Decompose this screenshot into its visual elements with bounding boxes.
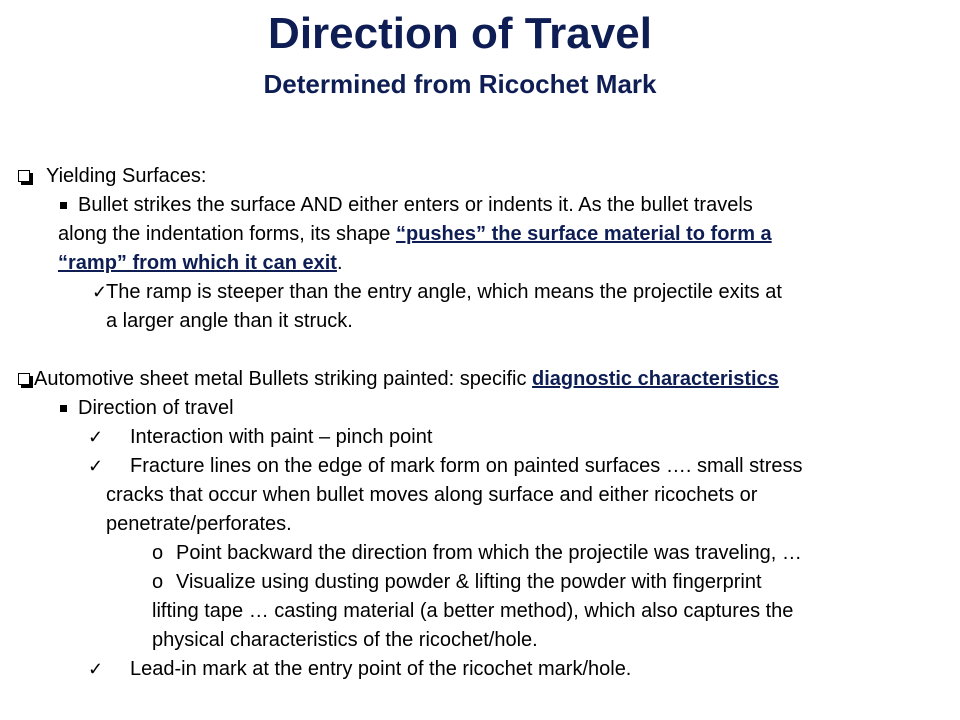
section2-sub2-line1: Visualize using dusting powder & lifting the powder with fingerprint: [176, 571, 762, 593]
circle-bullet-icon: o: [152, 571, 164, 593]
section1-heading-text: Yielding Surfaces:: [46, 165, 207, 187]
section2-check2-line1: Fracture lines on the edge of mark form on painted surfaces …. small stress: [130, 455, 803, 477]
section2-check2-cont: [14, 481, 944, 510]
circle-bullet-icon: o: [152, 542, 164, 564]
square-bullet-icon: [60, 405, 67, 412]
section2-check2-line3: penetrate/perforates.: [106, 513, 292, 535]
section2-check2-cont2: [14, 510, 944, 539]
checkbox-bullet-icon: [18, 373, 30, 385]
checkbox-bullet-icon: [18, 170, 30, 182]
section1-check-cont: [14, 307, 944, 336]
section2-sub2-cont: [14, 597, 944, 626]
slide-subtitle: Determined from Ricochet Mark: [263, 69, 657, 99]
section1-bullet-emphasis2: “ramp” from which it can exit: [58, 252, 337, 274]
section1-heading: [14, 162, 944, 191]
section2-heading-text: Automotive sheet metal Bullets striking painted: specific: [34, 368, 533, 390]
section2-check2-line2: cracks that occur when bullet moves along surface and either ricochets or: [106, 484, 758, 506]
section2-check1: [14, 423, 944, 452]
check-icon: ✓: [88, 659, 104, 679]
section1-bullet: [14, 191, 944, 220]
section2-sub2: [14, 568, 944, 597]
section2-bullet: [14, 394, 944, 423]
section1-bullet-line2: along the indentation forms, its shape: [58, 223, 396, 245]
check-icon: ✓: [88, 427, 104, 447]
section2-heading-emphasis: diagnostic characteristics: [532, 368, 779, 390]
section1-bullet-emphasis1: “pushes” the surface material to form a: [396, 223, 772, 245]
slide-title: Direction of Travel: [268, 9, 652, 58]
section2-sub2-cont2: [14, 626, 944, 655]
section2-sub1-text: Point backward the direction from which the projectile was traveling, …: [176, 542, 802, 564]
square-bullet-icon: [60, 202, 67, 209]
section2-sub2-line2: lifting tape … casting material (a better method), which also captures the: [152, 600, 794, 622]
section2-check3: [14, 655, 944, 684]
check-icon: ✓: [88, 456, 104, 476]
section2-check3-text: Lead-in mark at the entry point of the ricochet mark/hole.: [130, 658, 632, 680]
section2-bullet-text: Direction of travel: [78, 397, 234, 419]
section2-heading: [14, 365, 944, 394]
section2-check2: [14, 452, 944, 481]
section1-bullet-line1: Bullet strikes the surface AND either enters or indents it. As the bullet travels: [78, 194, 753, 216]
section1-bullet-period: .: [336, 252, 343, 274]
section1-check-line1: The ramp is steeper than the entry angle, which means the projectile exits at: [106, 281, 782, 303]
section2-sub2-line3: physical characteristics of the ricochet/hole.: [152, 629, 538, 651]
section1-bullet-cont: [14, 220, 944, 249]
section2-sub1: [14, 539, 944, 568]
section2-check1-text: Interaction with paint – pinch point: [130, 426, 433, 448]
check-icon: ✓: [92, 282, 108, 302]
section1-check-line2: a larger angle than it struck.: [106, 310, 353, 332]
slide-body: [14, 162, 944, 684]
section1-bullet-cont2: [14, 249, 944, 278]
section1-check: [14, 278, 944, 307]
